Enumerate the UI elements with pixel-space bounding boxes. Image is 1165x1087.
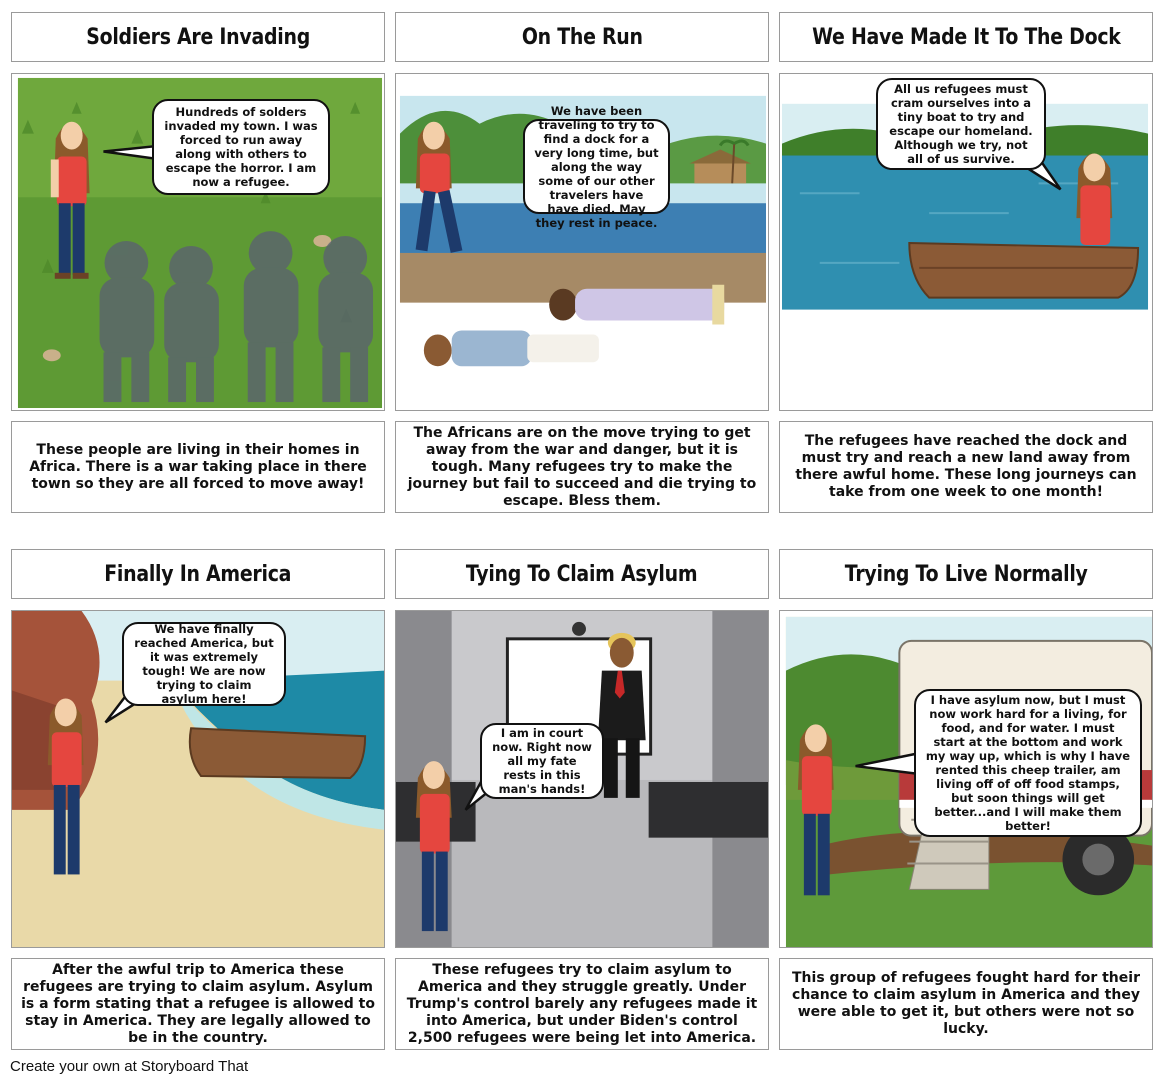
speech-bubble: We have been traveling to try to find a dock for a very long time, but along the way some of our other travelers have have died. May they rest in peace. [523, 119, 670, 214]
panel-5-scene [395, 610, 769, 948]
speech-bubble: All us refugees must cram ourselves into a tiny boat to try and escape our homeland. Although we try, not all of us survive. [876, 78, 1046, 170]
speech-bubble: Hundreds of solders invaded my town. I was forced to run away along with others to escape the horror. I am now a refugee. [152, 99, 330, 195]
panel-5-title: Tying To Claim Asylum [395, 549, 769, 599]
panel-1-caption: These people are living in their homes in Africa. There is a war taking place in there town so they are all forced to move away! [11, 421, 385, 513]
speech-bubble: I am in court now. Right now all my fate rests in this man's hands! [480, 723, 604, 799]
panel-6-scene [779, 610, 1153, 948]
speech-bubble: We have finally reached America, but it was extremely tough! We are now trying to claim asylum here! [122, 622, 286, 706]
panel-3-caption: The refugees have reached the dock and must try and reach a new land away from there awful home. These long journeys can take from one week to one month! [779, 421, 1153, 513]
panel-4-title: Finally In America [11, 549, 385, 599]
speech-bubble: I have asylum now, but I must now work hard for a living, for food, and for water. I must start at the bottom and work my way up, which is why I have rented this cheep trailer, am living off of off food stamps, but soon things will get better...and I will make them better! [914, 689, 1142, 837]
panel-4-caption: After the awful trip to America these refugees are trying to claim asylum. Asylum is a form stating that a refugee is allowed to stay in America. They are legally allowed to be in the country. [11, 958, 385, 1050]
panel-4-scene [11, 610, 385, 948]
footer-credit-link[interactable]: Create your own at Storyboard That [10, 1058, 249, 1075]
panel-1-scene [11, 73, 385, 411]
panel-5-caption: These refugees try to claim asylum to America and they struggle greatly. Under Trump's control barely any refugees made it into America, but under Biden's control 2,500 refugees were being let into America. [395, 958, 769, 1050]
panel-2-title: On The Run [395, 12, 769, 62]
panel-6-caption: This group of refugees fought hard for their chance to claim asylum in America and they were able to get it, but others were not so lucky. [779, 958, 1153, 1050]
panel-2-scene [395, 73, 769, 411]
panel-6-title: Trying To Live Normally [779, 549, 1153, 599]
panel-1-title: Soldiers Are Invading [11, 12, 385, 62]
panel-3-title: We Have Made It To The Dock [779, 12, 1153, 62]
panel-2-caption: The Africans are on the move trying to get away from the war and danger, but it is tough. Many refugees try to make the journey but fail to succeed and die trying to escape. Bless them. [395, 421, 769, 513]
panel-3-scene [779, 73, 1153, 411]
